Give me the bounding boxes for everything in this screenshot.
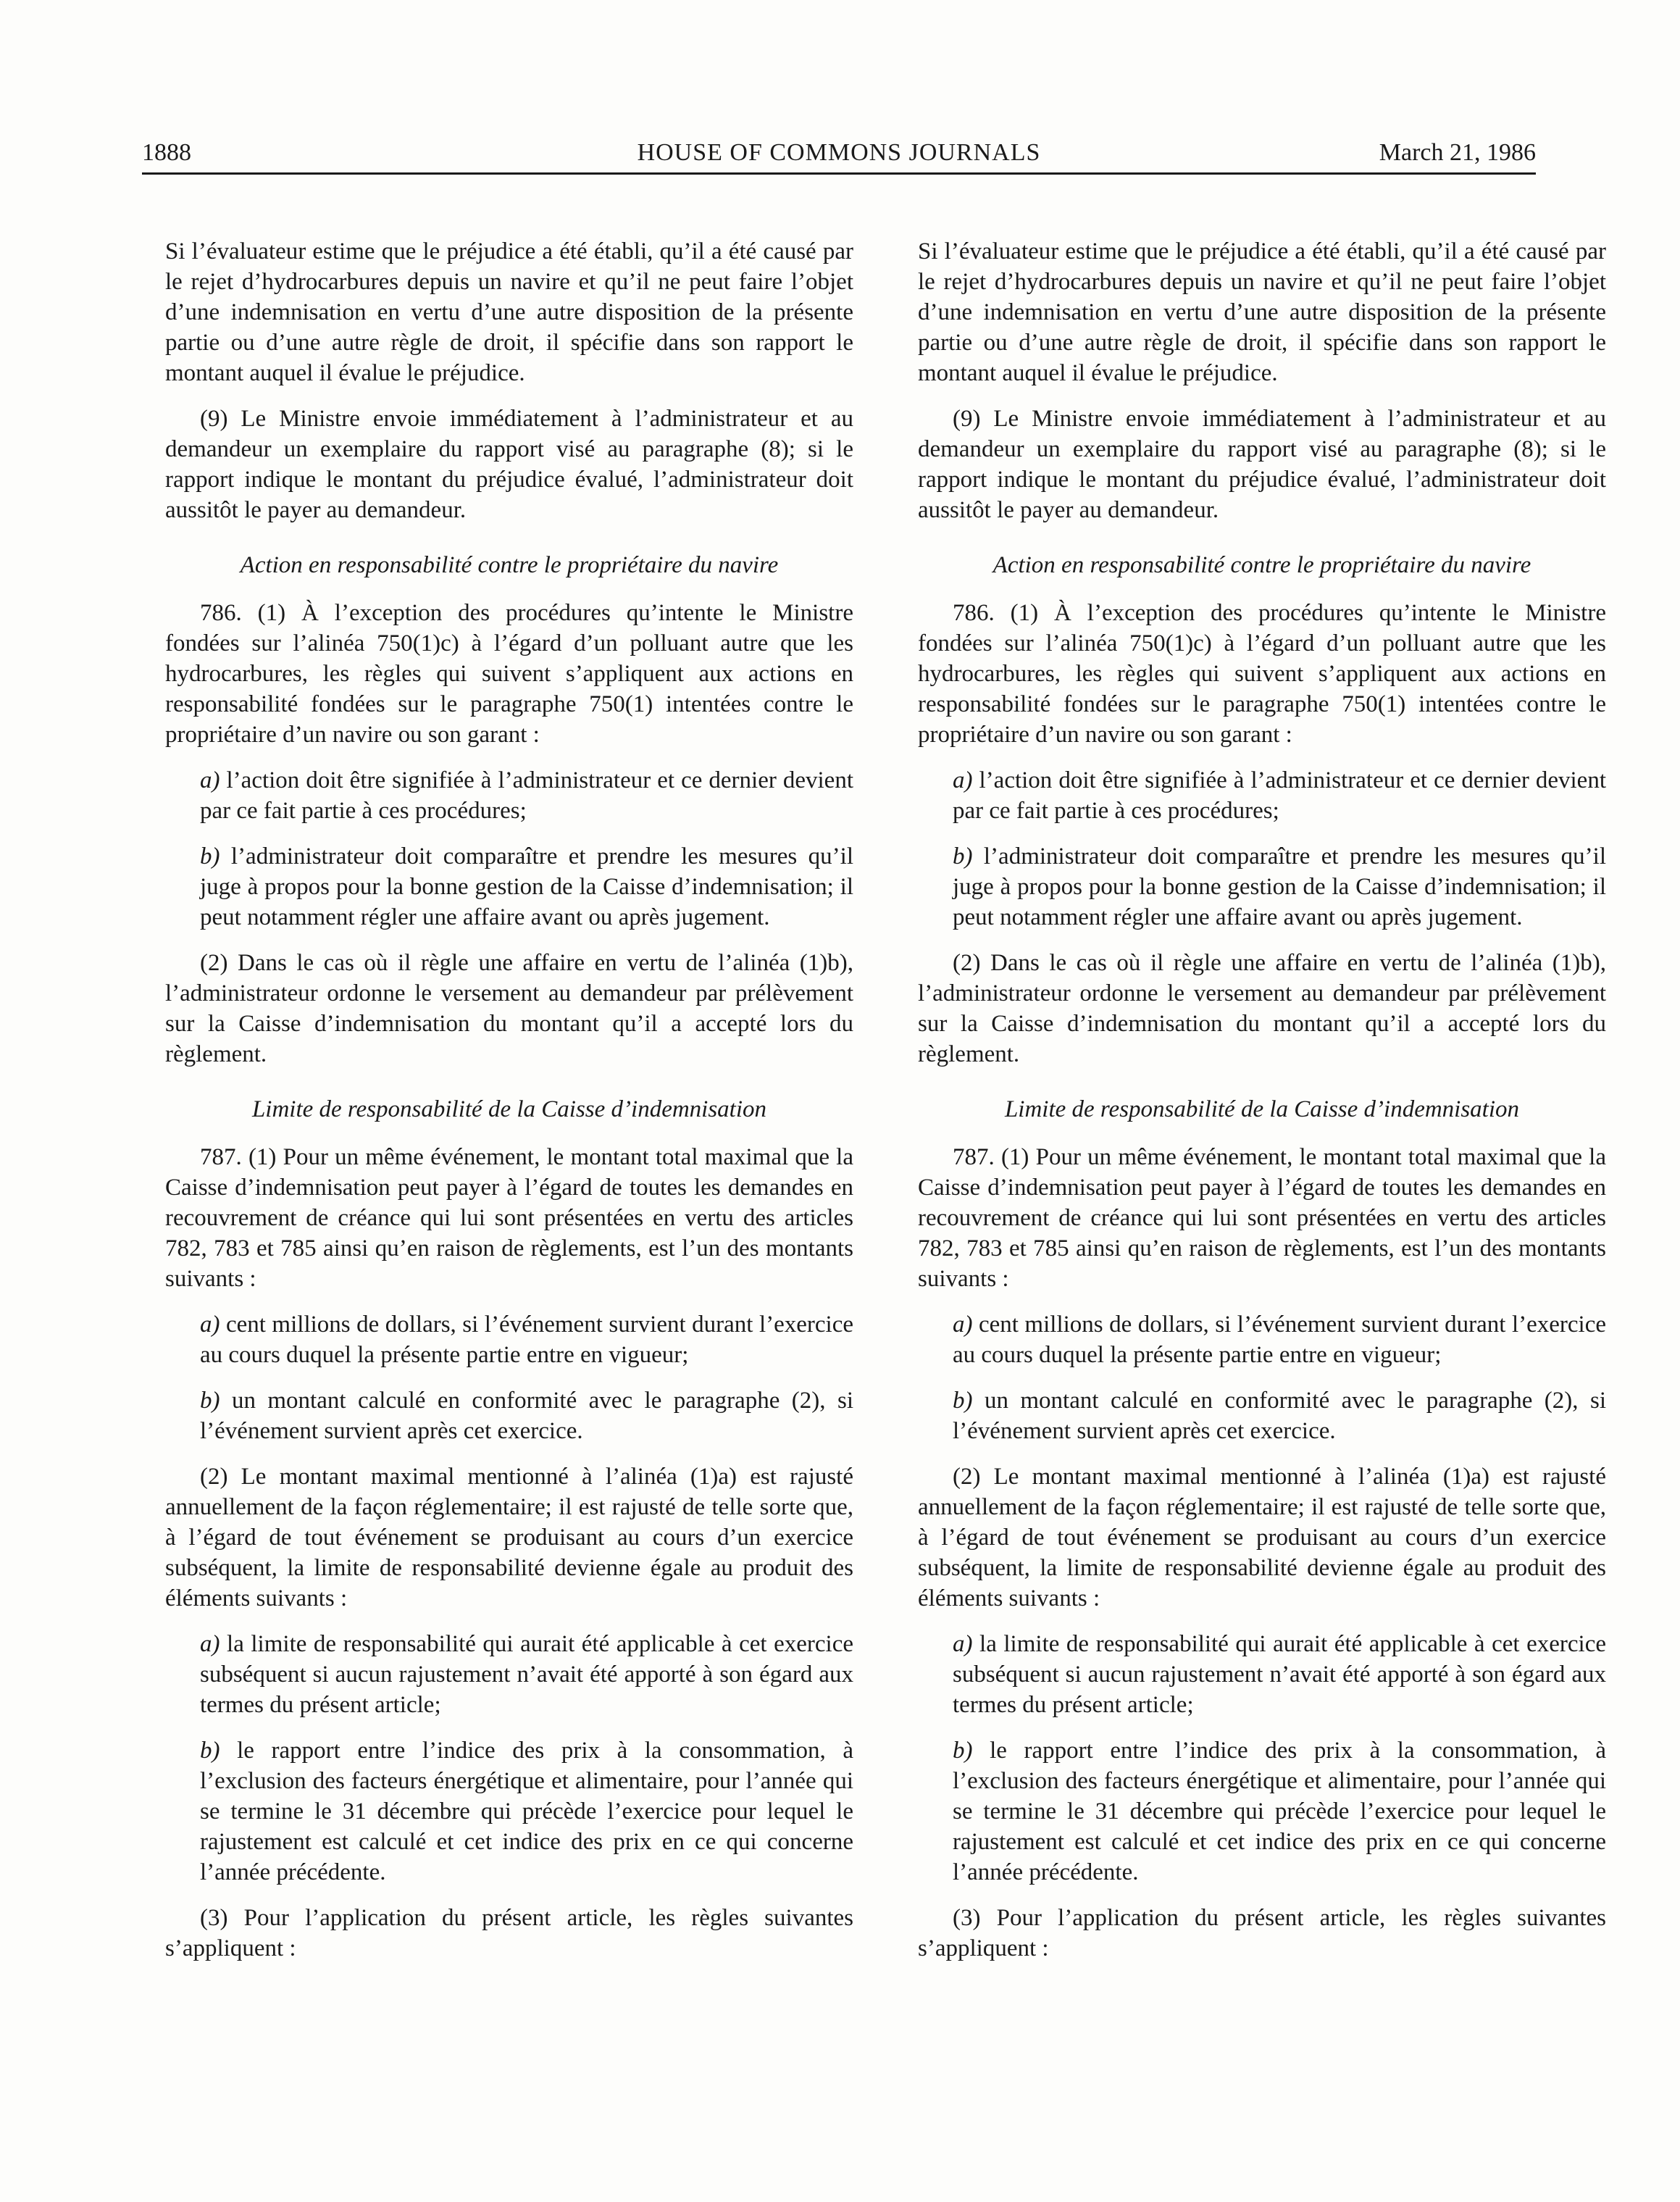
item-text: la limite de responsabilité qui aurait été applicable à cet exercice subséquent si aucun rajustement n’avait été apporté à son égard aux termes du présent article; bbox=[953, 1631, 1606, 1718]
item-text: le rapport entre l’indice des prix à la consommation, à l’exclusion des facteurs énergétique et alimentaire, pour l’année qui se termine le 31 décembre qui précède l’exercice pour lequel le rajustement est calculé et cet indice des prix en ce qui concerne l’année précédente. bbox=[200, 1738, 853, 1885]
paragraph: (2) Le montant maximal mentionné à l’alinéa (1)a) est rajusté annuellement de la façon réglementaire; il est rajusté de telle sorte que, à l’égard de tout événement se produisant au cours d’un exercice subséquent, la limite de responsabilité devienne égale au produit des éléments suivants : bbox=[918, 1464, 1606, 1611]
item-text: un montant calculé en conformité avec le paragraphe (2), si l’événement survient après cet exercice. bbox=[200, 1388, 853, 1444]
item-text: l’action doit être signifiée à l’administrateur et ce dernier devient par ce fait partie à ces procédures; bbox=[953, 767, 1606, 824]
paragraph: (3) Pour l’application du présent article, les règles suivantes s’appliquent : bbox=[165, 1905, 853, 1961]
left-column bbox=[165, 236, 853, 1979]
item-text: l’administrateur doit comparaître et prendre les mesures qu’il juge à propos pour la bonne gestion de la Caisse d’indemnisation; il peut notamment régler une affaire avant ou après jugement. bbox=[200, 843, 853, 930]
paragraph: (9) Le Ministre envoie immédiatement à l’administrateur et au demandeur un exemplaire du rapport visé au paragraphe (8); si le rapport indique le montant du préjudice évalué, l’administrateur doit aussitôt le payer au demandeur. bbox=[165, 406, 853, 523]
item-text: l’action doit être signifiée à l’administrateur et ce dernier devient par ce fait partie à ces procédures; bbox=[200, 767, 853, 824]
paragraph: (2) Dans le cas où il règle une affaire en vertu de l’alinéa (1)b), l’administrateur ordonne le versement au demandeur par prélèvement sur la Caisse d’indemnisation du montant qu’il a accepté lors du règlement. bbox=[165, 950, 853, 1067]
list-item bbox=[918, 841, 1606, 933]
item-letter: b) bbox=[953, 843, 973, 869]
paragraph: 787. (1) Pour un même événement, le montant total maximal que la Caisse d’indemnisation peut payer à l’égard de toutes les demandes en recouvrement de créance qui lui sont présentées en vertu des articles 782, 783 et 785 ainsi qu’en raison de règlements, est l’un des montants suivants : bbox=[918, 1144, 1606, 1292]
page-header bbox=[142, 135, 1536, 171]
item-letter: a) bbox=[200, 767, 220, 793]
list-item bbox=[918, 1629, 1606, 1720]
item-text: cent millions de dollars, si l’événement survient durant l’exercice au cours duquel la présente partie entre en vigueur; bbox=[200, 1311, 853, 1368]
header-rule bbox=[142, 172, 1536, 175]
item-letter: a) bbox=[200, 1311, 220, 1338]
list-item bbox=[165, 765, 853, 826]
item-letter: b) bbox=[200, 1388, 220, 1414]
item-text: l’administrateur doit comparaître et prendre les mesures qu’il juge à propos pour la bonne gestion de la Caisse d’indemnisation; il peut notamment régler une affaire avant ou après jugement. bbox=[953, 843, 1606, 930]
item-letter: a) bbox=[953, 1631, 973, 1657]
paragraph: Si l’évaluateur estime que le préjudice a été établi, qu’il a été causé par le rejet d’hydrocarbures depuis un navire et qu’il ne peut faire l’objet d’une indemnisation en vertu d’une autre disposition de la présente partie ou d’une autre règle de droit, il spécifie dans son rapport le montant auquel il évalue le préjudice. bbox=[918, 238, 1606, 386]
item-text: la limite de responsabilité qui aurait été applicable à cet exercice subséquent si aucun rajustement n’avait été apporté à son égard aux termes du présent article; bbox=[200, 1631, 853, 1718]
paragraph: (3) Pour l’application du présent article, les règles suivantes s’appliquent : bbox=[918, 1905, 1606, 1961]
item-letter: a) bbox=[953, 767, 973, 793]
list-item bbox=[165, 841, 853, 933]
item-letter: a) bbox=[953, 1311, 973, 1338]
item-letter: b) bbox=[200, 1738, 220, 1764]
list-item bbox=[165, 1385, 853, 1446]
list-item bbox=[165, 1309, 853, 1370]
list-item bbox=[165, 1629, 853, 1720]
item-letter: a) bbox=[200, 1631, 220, 1657]
item-text: un montant calculé en conformité avec le paragraphe (2), si l’événement survient après cet exercice. bbox=[953, 1388, 1606, 1444]
section-heading: Limite de responsabilité de la Caisse d’indemnisation bbox=[1004, 1096, 1520, 1122]
section-heading: Action en responsabilité contre le propriétaire du navire bbox=[992, 552, 1531, 578]
list-item bbox=[918, 765, 1606, 826]
list-item bbox=[918, 1309, 1606, 1370]
item-letter: b) bbox=[953, 1738, 973, 1764]
item-text: cent millions de dollars, si l’événement survient durant l’exercice au cours duquel la présente partie entre en vigueur; bbox=[953, 1311, 1606, 1368]
paragraph: (2) Le montant maximal mentionné à l’alinéa (1)a) est rajusté annuellement de la façon réglementaire; il est rajusté de telle sorte que, à l’égard de tout événement se produisant au cours d’un exercice subséquent, la limite de responsabilité devienne égale au produit des éléments suivants : bbox=[165, 1464, 853, 1611]
section-heading: Action en responsabilité contre le propriétaire du navire bbox=[240, 552, 779, 578]
section-heading: Limite de responsabilité de la Caisse d’indemnisation bbox=[251, 1096, 767, 1122]
list-item bbox=[918, 1385, 1606, 1446]
page-number: 1888 bbox=[142, 139, 191, 166]
paragraph: Si l’évaluateur estime que le préjudice a été établi, qu’il a été causé par le rejet d’hydrocarbures depuis un navire et qu’il ne peut faire l’objet d’une indemnisation en vertu d’une autre disposition de la présente partie ou d’une autre règle de droit, il spécifie dans son rapport le montant auquel il évalue le préjudice. bbox=[165, 238, 853, 386]
paragraph: (2) Dans le cas où il règle une affaire en vertu de l’alinéa (1)b), l’administrateur ordonne le versement au demandeur par prélèvement sur la Caisse d’indemnisation du montant qu’il a accepté lors du règlement. bbox=[918, 950, 1606, 1067]
paragraph: 786. (1) À l’exception des procédures qu’intente le Ministre fondées sur l’alinéa 750(1)c) à l’égard d’un polluant autre que les hydrocarbures, les règles qui suivent s’appliquent aux actions en responsabilité fondées sur le paragraphe 750(1) intentées contre le propriétaire d’un navire ou son garant : bbox=[165, 600, 853, 748]
journal-title: HOUSE OF COMMONS JOURNALS bbox=[637, 139, 1041, 166]
paragraph: 786. (1) À l’exception des procédures qu’intente le Ministre fondées sur l’alinéa 750(1)c) à l’égard d’un polluant autre que les hydrocarbures, les règles qui suivent s’appliquent aux actions en responsabilité fondées sur le paragraphe 750(1) intentées contre le propriétaire d’un navire ou son garant : bbox=[918, 600, 1606, 748]
right-column bbox=[918, 236, 1606, 1979]
item-letter: b) bbox=[200, 843, 220, 869]
list-item bbox=[918, 1735, 1606, 1888]
journal-date: March 21, 1986 bbox=[1379, 139, 1536, 166]
paragraph: 787. (1) Pour un même événement, le montant total maximal que la Caisse d’indemnisation peut payer à l’égard de toutes les demandes en recouvrement de créance qui lui sont présentées en vertu des articles 782, 783 et 785 ainsi qu’en raison de règlements, est l’un des montants suivants : bbox=[165, 1144, 853, 1292]
item-letter: b) bbox=[953, 1388, 973, 1414]
paragraph: (9) Le Ministre envoie immédiatement à l’administrateur et au demandeur un exemplaire du rapport visé au paragraphe (8); si le rapport indique le montant du préjudice évalué, l’administrateur doit aussitôt le payer au demandeur. bbox=[918, 406, 1606, 523]
item-text: le rapport entre l’indice des prix à la consommation, à l’exclusion des facteurs énergétique et alimentaire, pour l’année qui se termine le 31 décembre qui précède l’exercice pour lequel le rajustement est calculé et cet indice des prix en ce qui concerne l’année précédente. bbox=[953, 1738, 1606, 1885]
list-item bbox=[165, 1735, 853, 1888]
